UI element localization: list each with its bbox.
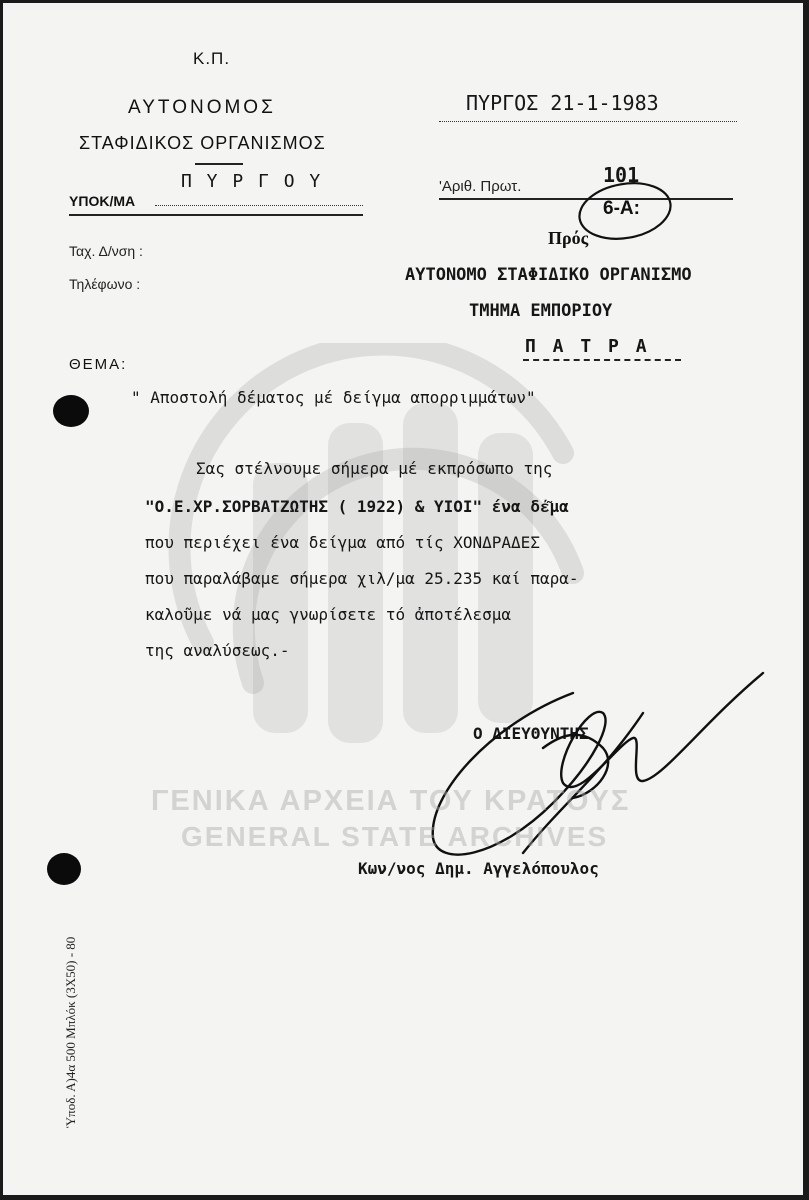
signatory-title: Ο ΔΙΕΥΘΥΝΤΗΣ	[473, 724, 589, 743]
kp-heading: Κ.Π.	[193, 49, 231, 68]
postal-address-label: Ταχ. Δ/νση :	[69, 243, 143, 259]
body-line-3: που περιέχει ένα δείγμα από τίς ΧΟΝΔΡΑΔΕΣ	[145, 533, 540, 552]
branch-rule	[69, 214, 363, 216]
short-rule	[195, 163, 243, 165]
org-name-line1: ΑΥΤΟΝΟΜΟΣ	[128, 97, 276, 118]
signatory-name: Κων/νος Δημ. Αγγελόπουλος	[358, 859, 599, 878]
recipient-underline	[523, 359, 681, 361]
org-name-line2: ΣΤΑΦΙΔΙΚΟΣ ΟΡΓΑΝΙΣΜΟΣ	[79, 133, 326, 153]
recipient-line2: ΤΜΗΜΑ ΕΜΠΟΡΙΟΥ	[469, 301, 613, 321]
protocol-number: 101	[603, 163, 640, 187]
phone-label: Τηλέφωνο :	[69, 276, 141, 292]
body-line-4: που παραλάβαμε σήμερα χιλ/μα 25.235 καί παρα-	[145, 569, 579, 588]
subject-label: ΘΕΜΑ:	[69, 356, 128, 373]
body-line-6: της αναλύσεως.-	[145, 641, 290, 660]
punch-hole-top	[53, 395, 89, 427]
punch-hole-bottom	[47, 853, 81, 885]
body-line-5: καλοῦμε νά μας γνωρίσετε τό ἀποτέλεσμα	[145, 605, 512, 624]
to-label: Πρός	[548, 228, 589, 248]
subject-text: " Αποστολή δέματος μέ δείγμα απορριμμάτων"	[131, 388, 536, 407]
stamp-code: 6-Α:	[603, 198, 640, 219]
protocol-label: 'Αριθ. Πρωτ.	[439, 178, 522, 195]
branch-label: ΥΠΟΚ/ΜΑ	[69, 193, 136, 209]
watermark-text-greek: ΓΕΝΙΚΑ ΑΡΧΕΙΑ ΤΟΥ ΚΡΑΤΟΥΣ	[151, 785, 631, 817]
date-dotted-line	[439, 121, 737, 122]
place-date: ΠΥΡΓΟΣ 21-1-1983	[466, 91, 659, 115]
recipient-line1: ΑΥΤΟΝΟΜΟ ΣΤΑΦΙΔΙΚΟ ΟΡΓΑΝΙΣΜΟ	[405, 265, 692, 285]
branch-value: Π Υ Ρ Γ Ο Υ	[181, 171, 323, 192]
branch-dotted-line	[155, 205, 363, 206]
body-line-2: "Ο.Ε.ΧΡ.ΣΟΡΒΑΤΖΩΤΗΣ ( 1922) & ΥΙΟΙ" ένα δέ͂μα	[145, 497, 569, 516]
watermark-text-english: GENERAL STATE ARCHIVES	[181, 821, 609, 852]
body-line-1: Σας στέλνουμε σήμερα μέ εκπρόσωπο της	[196, 459, 553, 478]
recipient-line3: Π Α Τ Ρ Α	[525, 336, 650, 357]
document-page	[3, 3, 803, 1195]
print-note: Ὑποδ. Α)4α 500 Μπλόκ (3Χ50) - 80	[63, 936, 78, 1128]
